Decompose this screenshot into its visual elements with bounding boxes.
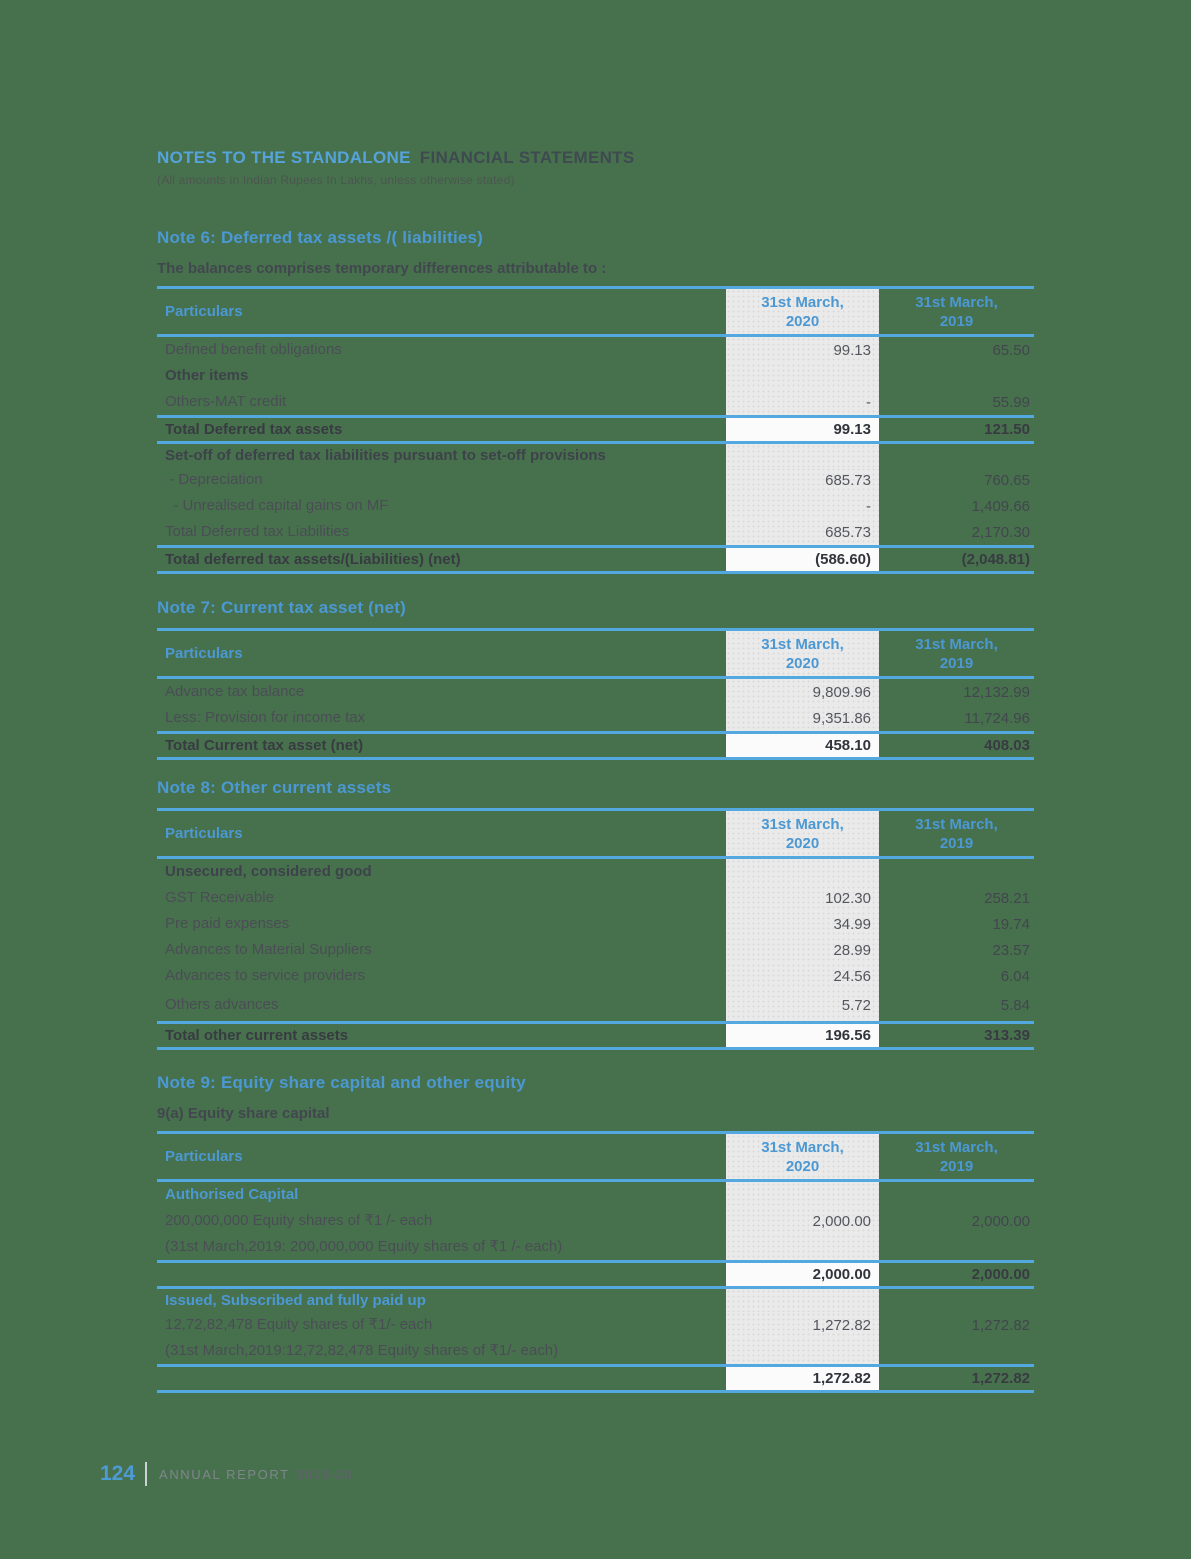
row-label: GST Receivable (165, 889, 274, 906)
table-header-row (157, 811, 1034, 859)
table-row (157, 363, 1034, 389)
row-value-2019: 12,132.99 (963, 683, 1030, 701)
row-value-2020: 99.13 (726, 418, 879, 441)
row-value-2020: 34.99 (726, 911, 879, 937)
row-label: Advances to service providers (165, 967, 366, 984)
column-header-2019-year: 2019 (939, 1157, 974, 1175)
table-row (157, 467, 1034, 493)
table-row (157, 1364, 1034, 1390)
column-header-2019-year: 2019 (939, 654, 974, 672)
table-row (157, 885, 1034, 911)
column-header-2020-month: 31st March, (761, 635, 844, 653)
table-body (157, 679, 1034, 757)
footer-divider (145, 1462, 147, 1486)
table-row (157, 545, 1034, 571)
row-value-2020: 458.10 (726, 734, 879, 757)
row-value-2019: 313.39 (984, 1027, 1030, 1044)
row-value-2019: 5.84 (1000, 996, 1030, 1014)
row-label: Issued, Subscribed and fully paid up (165, 1291, 426, 1309)
row-value-2020: 685.73 (726, 467, 879, 493)
row-label: Total Deferred tax assets (165, 420, 343, 438)
row-label: Total Deferred tax Liabilities (165, 523, 350, 540)
column-header-2019 (879, 1134, 1034, 1179)
row-value-2020 (726, 444, 879, 467)
row-label (157, 1367, 726, 1390)
column-header-2020-year: 2020 (785, 654, 820, 672)
column-header-2019-year: 2019 (939, 834, 974, 852)
column-header-2020 (726, 811, 879, 856)
column-header-2019 (879, 811, 1034, 856)
row-value-2019 (879, 1289, 1034, 1312)
row-label: Less: Provision for income tax (165, 709, 366, 726)
row-value-2020: 28.99 (726, 937, 879, 963)
row-label: Total Current tax asset (net) (165, 736, 364, 754)
row-value-2020: - (726, 493, 879, 519)
table-row (157, 1234, 1034, 1260)
row-value-2019: 11,724.96 (964, 709, 1030, 727)
row-value-2019: 6.04 (1000, 967, 1030, 985)
row-value-2019 (879, 1182, 1034, 1208)
row-value-2019: 23.57 (992, 941, 1030, 959)
table-row (157, 493, 1034, 519)
column-header-2020-month: 31st March, (761, 1138, 844, 1156)
page-subtitle: (All amounts in Indian Rupees In Lakhs, unless otherwise stated) (157, 173, 515, 187)
table-row (157, 389, 1034, 415)
column-header-2020 (726, 631, 879, 676)
row-value-2020: 102.30 (726, 885, 879, 911)
row-value-2020 (726, 1338, 879, 1364)
table-row (157, 679, 1034, 705)
row-value-2019 (879, 1234, 1034, 1260)
row-label: - Depreciation (165, 471, 263, 488)
column-header-2019 (879, 631, 1034, 676)
row-value-2020: - (726, 389, 879, 415)
table-row (157, 1260, 1034, 1286)
row-value-2020: 685.73 (726, 519, 879, 545)
column-header-2020-year: 2020 (785, 834, 820, 852)
column-header-2020-year: 2020 (785, 1157, 820, 1175)
column-header-2019-month: 31st March, (915, 1138, 998, 1156)
table-row (157, 1182, 1034, 1208)
table-row (157, 963, 1034, 989)
column-header-2020-month: 31st March, (761, 293, 844, 311)
column-header-2019-year: 2019 (939, 312, 974, 330)
note-title: Note 6: Deferred tax assets /( liabilities) (157, 228, 484, 247)
row-label: Total other current assets (165, 1026, 349, 1044)
row-value-2020 (726, 1289, 879, 1312)
table-row (157, 731, 1034, 757)
row-value-2020 (726, 363, 879, 389)
table-body (157, 859, 1034, 1047)
table-row (157, 415, 1034, 441)
table-header-row (157, 631, 1034, 679)
row-label: Defined benefit obligations (165, 341, 342, 358)
table-row (157, 989, 1034, 1021)
row-label: 200,000,000 Equity shares of ₹1 /- each (165, 1212, 433, 1229)
row-label: Set-off of deferred tax liabilities pursuant to set-off provisions (165, 446, 606, 464)
row-label: Advance tax balance (165, 683, 305, 700)
row-value-2019: 121.50 (984, 421, 1030, 438)
row-value-2019: 2,000.00 (971, 1212, 1030, 1230)
note-title: Note 8: Other current assets (157, 778, 392, 797)
row-value-2020: 1,272.82 (726, 1312, 879, 1338)
note-section (157, 1072, 1034, 1393)
column-header-2019-month: 31st March, (915, 293, 998, 311)
note-table (157, 1131, 1034, 1393)
table-body (157, 337, 1034, 571)
row-value-2020 (726, 1234, 879, 1260)
row-label: Pre paid expenses (165, 915, 290, 932)
page-footer (100, 1462, 353, 1486)
row-label: (31st March,2019:12,72,82,478 Equity shares of ₹1/- each) (165, 1342, 559, 1359)
row-value-2019: 1,272.82 (971, 1316, 1030, 1334)
row-value-2019 (879, 444, 1034, 467)
note-section (157, 597, 1034, 760)
row-value-2019 (879, 859, 1034, 885)
note-title: Note 7: Current tax asset (net) (157, 598, 406, 617)
column-header-2019-month: 31st March, (915, 635, 998, 653)
page-title-secondary: FINANCIAL STATEMENTS (419, 148, 635, 167)
note-section (157, 227, 1034, 574)
row-value-2020: (586.60) (726, 548, 879, 571)
column-header-particulars: Particulars (165, 302, 243, 320)
row-value-2020: 2,000.00 (726, 1208, 879, 1234)
row-value-2019: 258.21 (984, 889, 1030, 907)
row-value-2020: 196.56 (726, 1024, 879, 1047)
row-label: Other items (165, 367, 249, 384)
footer-report-year: 2019-20 (296, 1466, 353, 1482)
row-label: Authorised Capital (165, 1186, 299, 1203)
row-label: - Unrealised capital gains on MF (165, 497, 389, 514)
note-table (157, 808, 1034, 1050)
table-row (157, 1312, 1034, 1338)
table-row (157, 1286, 1034, 1312)
row-value-2019 (879, 363, 1034, 389)
note-title: Note 9: Equity share capital and other equity (157, 1073, 526, 1092)
table-row (157, 911, 1034, 937)
page-number: 124 (100, 1462, 136, 1485)
row-label: Total deferred tax assets/(Liabilities) (net) (165, 550, 461, 568)
row-value-2020: 9,809.96 (726, 679, 879, 705)
footer-report-label: ANNUAL REPORT (159, 1466, 290, 1482)
row-value-2019: 55.99 (992, 393, 1030, 411)
row-value-2020 (726, 859, 879, 885)
table-row (157, 519, 1034, 545)
row-value-2019: 65.50 (992, 341, 1030, 359)
row-value-2019: 19.74 (992, 915, 1030, 933)
table-header-row (157, 1134, 1034, 1182)
column-header-2020 (726, 1134, 879, 1179)
row-value-2019: (2,048.81) (961, 551, 1030, 568)
row-label: (31st March,2019: 200,000,000 Equity shares of ₹1 /- each) (165, 1238, 563, 1255)
row-value-2019: 408.03 (984, 737, 1030, 754)
table-row (157, 337, 1034, 363)
table-row (157, 937, 1034, 963)
column-header-2020-year: 2020 (785, 312, 820, 330)
page-title-primary: NOTES TO THE STANDALONE (157, 148, 411, 167)
row-value-2020: 24.56 (726, 963, 879, 989)
row-value-2019: 1,409.66 (971, 497, 1030, 515)
note-table (157, 628, 1034, 760)
column-header-particulars: Particulars (165, 824, 243, 842)
note-intro: The balances comprises temporary differences attributable to : (157, 260, 607, 277)
column-header-2020 (726, 289, 879, 334)
note-table (157, 286, 1034, 574)
row-value-2019: 760.65 (984, 471, 1030, 489)
row-value-2020: 5.72 (726, 989, 879, 1021)
row-value-2020: 99.13 (726, 337, 879, 363)
row-label: 12,72,82,478 Equity shares of ₹1/- each (165, 1316, 433, 1333)
table-row (157, 1021, 1034, 1047)
column-header-2020-month: 31st March, (761, 815, 844, 833)
note-section (157, 777, 1034, 1050)
row-value-2020: 9,351.86 (726, 705, 879, 731)
row-value-2019: 1,272.82 (971, 1370, 1030, 1387)
row-value-2020: 2,000.00 (726, 1263, 879, 1286)
row-label: Others-MAT credit (165, 393, 287, 410)
row-value-2020 (726, 1182, 879, 1208)
column-header-particulars: Particulars (165, 644, 243, 662)
row-value-2020: 1,272.82 (726, 1367, 879, 1390)
table-row (157, 705, 1034, 731)
row-label: Unsecured, considered good (165, 863, 372, 880)
column-header-2019-month: 31st March, (915, 815, 998, 833)
table-row (157, 859, 1034, 885)
row-label: Advances to Material Suppliers (165, 941, 372, 958)
table-body (157, 1182, 1034, 1390)
row-label (157, 1263, 726, 1286)
column-header-2019 (879, 289, 1034, 334)
table-row (157, 441, 1034, 467)
column-header-particulars: Particulars (165, 1147, 243, 1165)
table-header-row (157, 289, 1034, 337)
row-value-2019 (879, 1338, 1034, 1364)
table-row (157, 1208, 1034, 1234)
row-value-2019: 2,170.30 (971, 523, 1030, 541)
row-value-2019: 2,000.00 (971, 1266, 1030, 1283)
row-label: Others advances (165, 996, 279, 1013)
note-intro: 9(a) Equity share capital (157, 1105, 330, 1122)
table-row (157, 1338, 1034, 1364)
